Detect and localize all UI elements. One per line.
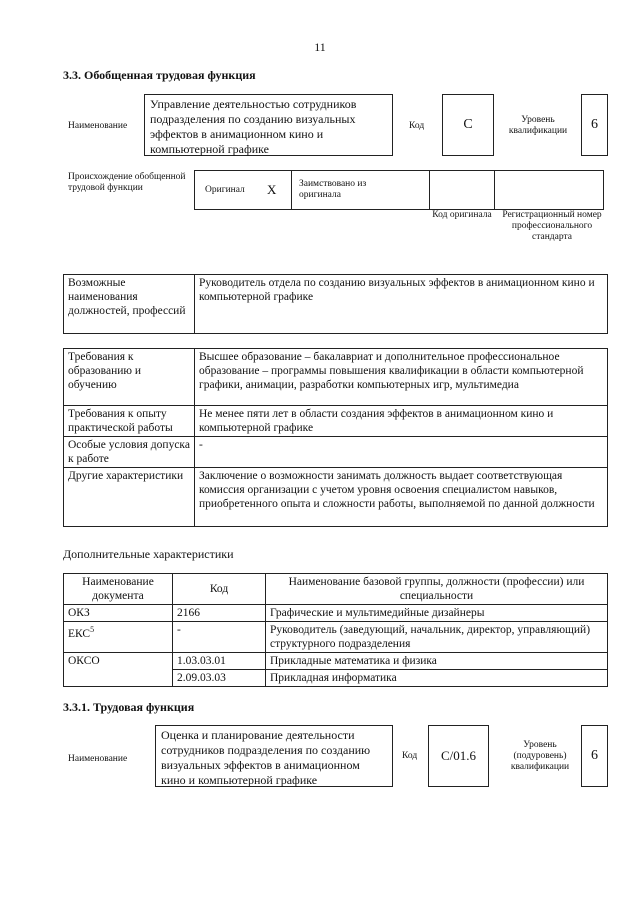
- table-row: [64, 437, 608, 468]
- tf-name-label: Наименование: [68, 754, 128, 764]
- cell: Прикладные математика и физика: [266, 653, 608, 670]
- level-label: Уровень квалификации: [508, 115, 568, 136]
- table-row: [64, 468, 608, 527]
- col-header: Наименование документа: [64, 574, 173, 605]
- cell: Прикладная информатика: [266, 670, 608, 687]
- code-label: Код: [409, 121, 425, 131]
- tf-code-value: C/01.6: [428, 725, 489, 787]
- borrowed-label: Заимствовано из оригинала: [299, 179, 367, 200]
- name-value: Управление деятельностью сотрудников подразделения по созданию визуальных эффектов в анимационном кино и компьютерной графике: [144, 94, 393, 156]
- req-value: -: [195, 437, 608, 468]
- table-row: [64, 653, 608, 670]
- original-mark: X: [267, 182, 277, 197]
- cell: ЕКС: [68, 627, 91, 640]
- name-label: Наименование: [68, 121, 128, 131]
- cell: -: [173, 622, 266, 653]
- tf-level-label: Уровень (подуровень) квалификации: [510, 740, 570, 772]
- table-row: [64, 605, 608, 622]
- req-label: Требования к образованию и обучению: [64, 349, 195, 406]
- table-row: [64, 406, 608, 437]
- footnote-mark: 5: [90, 625, 95, 634]
- req-value: Заключение о возможности занимать должность выдает соответствующая комиссия организации с учетом уровня освоения специалистом навыков, приобретенного опыта и сложности работы, выполняемой по данной должности: [195, 468, 608, 527]
- cell: Графические и мультимедийные дизайнеры: [266, 605, 608, 622]
- additional-table: [63, 573, 608, 687]
- additional-title: Дополнительные характеристики: [63, 547, 234, 561]
- table-row: [64, 622, 608, 653]
- section-title: 3.3. Обобщенная трудовая функция: [63, 68, 256, 82]
- cell: 2.09.03.03: [173, 670, 266, 687]
- cell: 1.03.03.01: [173, 653, 266, 670]
- cell: ОКСО: [64, 653, 173, 670]
- code-value: C: [442, 94, 494, 156]
- origin-row: [194, 170, 604, 210]
- cell: 2166: [173, 605, 266, 622]
- req-value: Высшее образование – бакалавриат и дополнительное профессиональное образование – программы повышения квалификации в области компьютерной графики, анимации, разработки компьютерных игр, мультимедиа: [195, 349, 608, 406]
- subsection-title: 3.3.1. Трудовая функция: [63, 700, 195, 714]
- level-value: 6: [581, 94, 608, 156]
- col-header: Наименование базовой группы, должности (профессии) или специальности: [266, 574, 608, 605]
- req-label: Другие характеристики: [64, 468, 195, 527]
- tf-level-value: 6: [581, 725, 608, 787]
- reg-number-caption: Регистрационный номер профессионального стандарта: [502, 210, 602, 242]
- positions-table: [63, 274, 608, 334]
- cell: ОКЗ: [64, 605, 173, 622]
- tf-code-label: Код: [402, 751, 418, 761]
- req-value: Не менее пяти лет в области создания эффектов в анимационном кино и компьютерной графике: [195, 406, 608, 437]
- table-row: [64, 670, 608, 687]
- table-header-row: [64, 574, 608, 605]
- positions-value: Руководитель отдела по созданию визуальных эффектов в анимационном кино и компьютерной графике: [195, 275, 608, 334]
- tf-name-value: Оценка и планирование деятельности сотрудников подразделения по созданию визуальных эффектов в анимационном кино и компьютерной графике: [155, 725, 393, 787]
- page-number: 11: [314, 40, 326, 54]
- requirements-table: [63, 348, 608, 527]
- code-original-caption: Код оригинала: [432, 210, 492, 220]
- col-header: Код: [173, 574, 266, 605]
- cell: [64, 670, 173, 687]
- original-label: Оригинал: [205, 185, 245, 195]
- positions-label: Возможные наименования должностей, профессий: [64, 275, 195, 334]
- cell: Руководитель (заведующий, начальник, директор, управляющий) структурного подразделения: [266, 622, 608, 653]
- req-label: Требования к опыту практической работы: [64, 406, 195, 437]
- origin-label: Происхождение обобщенной трудовой функции: [68, 172, 186, 193]
- req-label: Особые условия допуска к работе: [64, 437, 195, 468]
- table-row: [64, 349, 608, 406]
